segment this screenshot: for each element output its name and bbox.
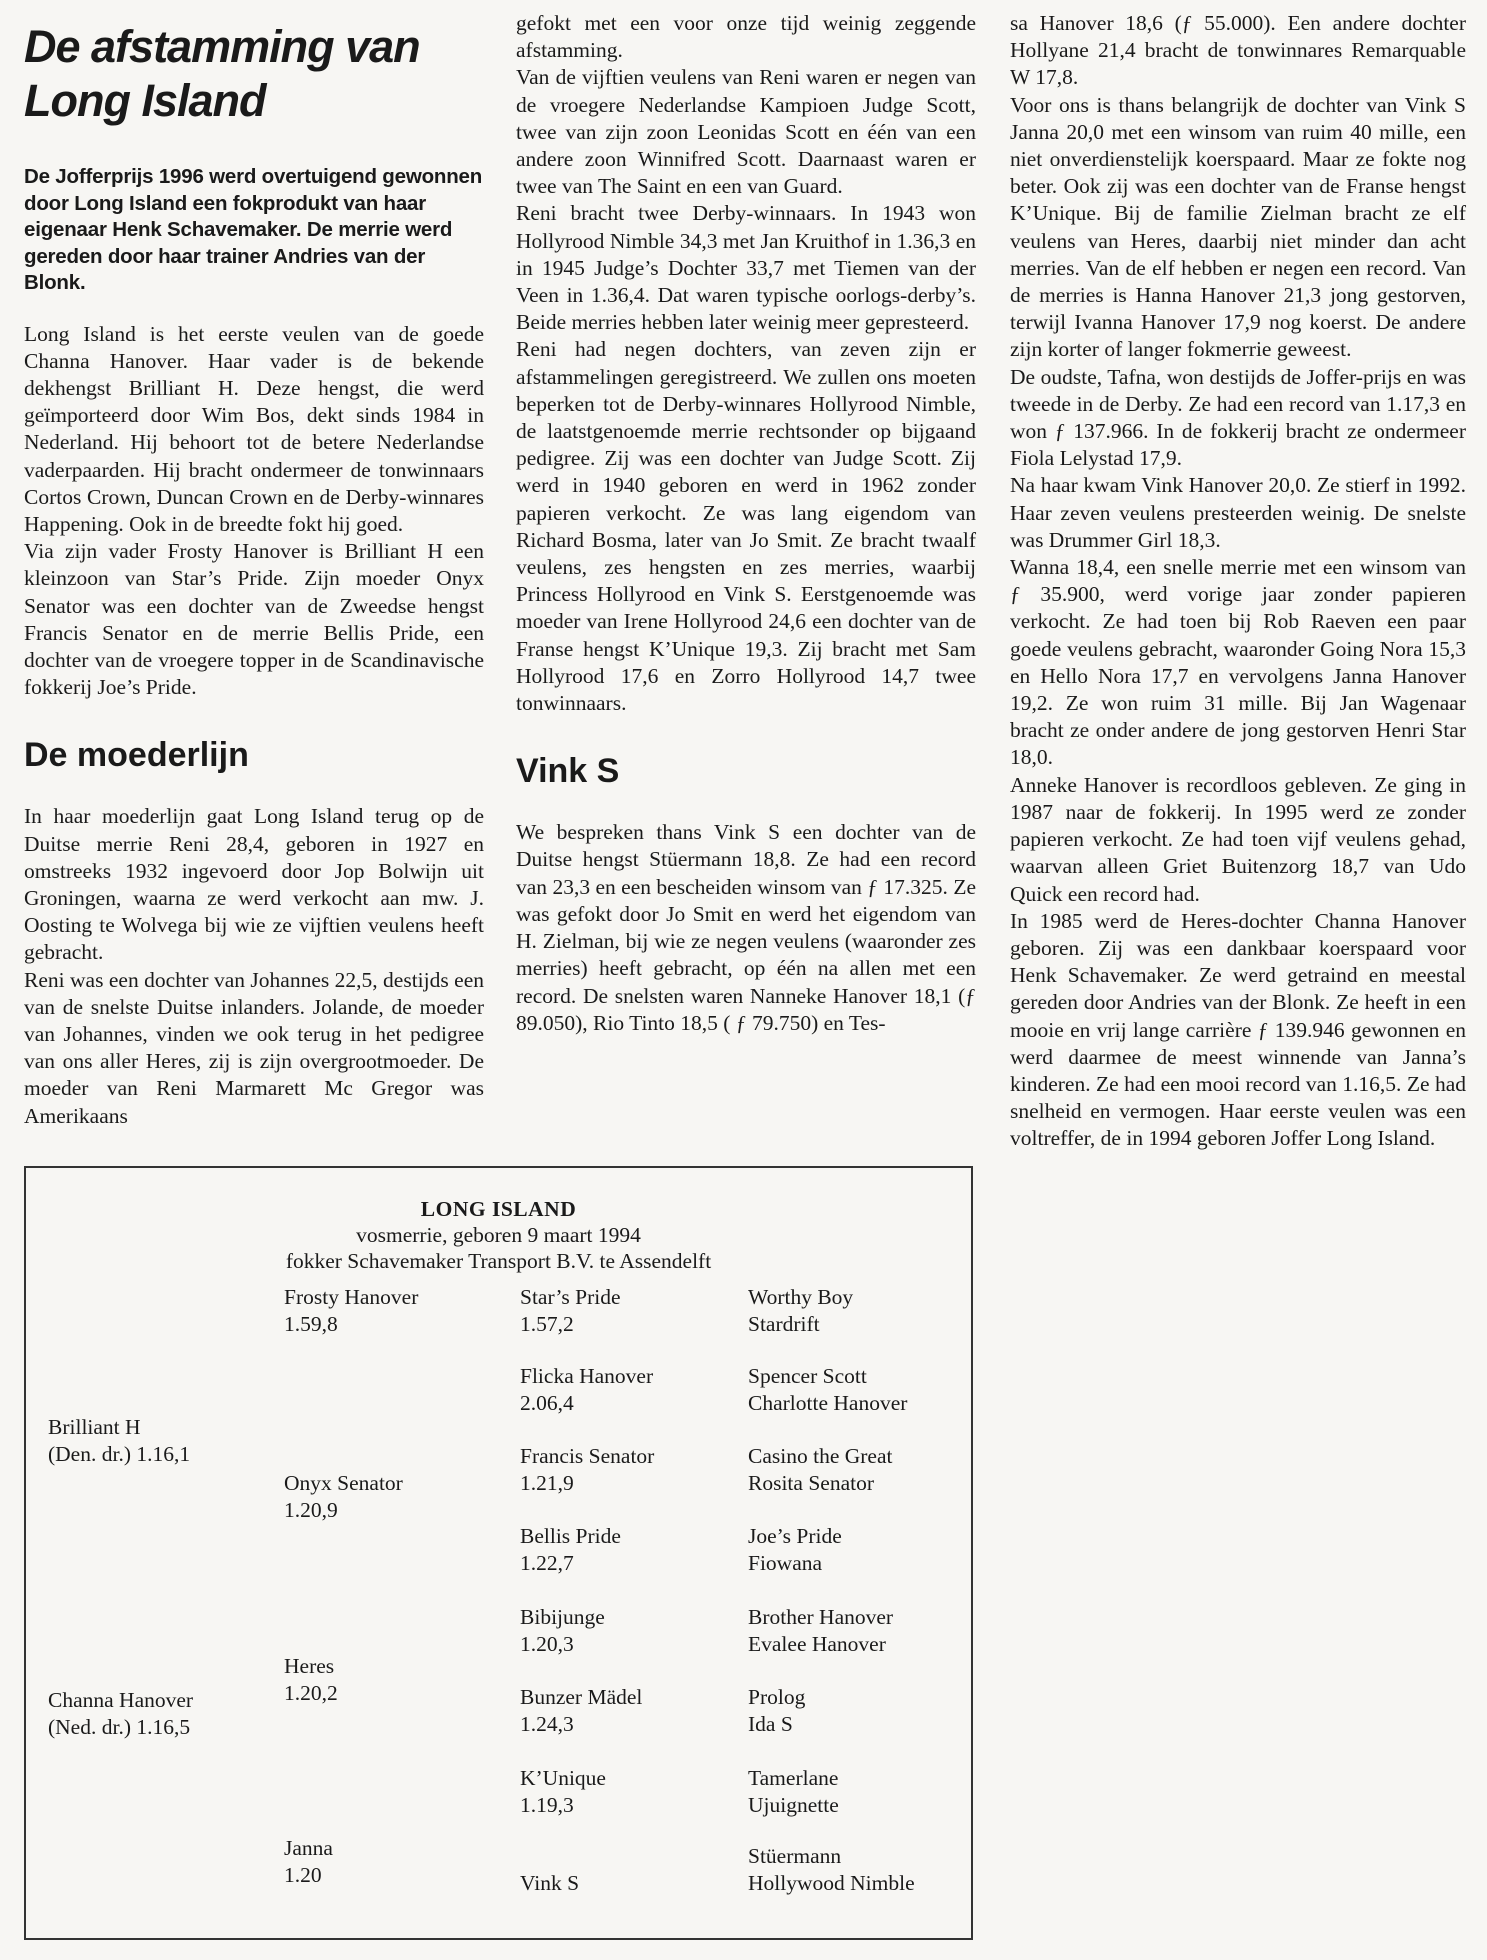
pedigree-gen4-entry (748, 1604, 893, 1658)
pedigree-gen4-entry (748, 1363, 907, 1417)
horse-name: Fiowana (748, 1551, 823, 1575)
paragraph: In haar moederlijn gaat Long Island terug op de Duitse merrie Reni 28,4, geboren in 1927 en omstreeks 1932 ingevoerd door Jop Bolwijn uit Groningen, waarna ze werd verkocht aan mw. J. Oosting te Wolvega bij wie ze vijftien veulens heeft gebracht. (24, 804, 484, 965)
pedigree-gen3-entry (520, 1443, 654, 1497)
horse-name: Charlotte Hanover (748, 1391, 908, 1415)
column-3 (1010, 0, 1466, 1153)
pedigree-gen3-entry (520, 1284, 621, 1338)
horse-info: 1.24,3 (520, 1712, 574, 1736)
horse-info: 1.20 (284, 1863, 322, 1887)
pedigree-gen3-entry (520, 1765, 606, 1819)
pedigree-gen4-entry (748, 1684, 805, 1738)
title-line-2: Long Island (24, 75, 266, 126)
horse-name: Ida S (748, 1712, 793, 1736)
horse-name: Flicka Hanover (520, 1364, 654, 1388)
horse-name: Ujuignette (748, 1793, 839, 1817)
article-lead: De Jofferprijs 1996 werd overtuigend gewonnen door Long Island een fokprodukt van haar eigenaar Henk Schavemaker. De merrie werd gereden door haar trainer Andries van der Blonk. (24, 165, 483, 294)
horse-name: Casino the Great (748, 1444, 893, 1468)
pedigree-breeder: fokker Schavemaker Transport B.V. te Assendelft (285, 1249, 712, 1273)
title-line-1: De afstamming van (24, 21, 420, 72)
pedigree-gen3-entry (520, 1870, 579, 1897)
horse-name: Prolog (748, 1685, 806, 1709)
subheading-moederlijn: De moederlijn (24, 736, 249, 775)
horse-name: Brilliant H (48, 1415, 141, 1439)
paragraph: We bespreken thans Vink S een dochter van de Duitse hengst Stüermann 18,8. Ze had een record van 23,3 en een bescheiden winsom van ƒ 17.325. Ze was gefokt door Jo Smit en werd het eigendom van H. Zielman, bij wie ze negen veulens (waaronder zes merries) heeft gebracht, op één na allen met een record. De snelsten waren Nanneke Hanover 18,1 (ƒ 89.050), Rio Tinto 18,5 ( ƒ 79.750) en Tes- (516, 820, 976, 1035)
paragraph: Van de vijftien veulens van Reni waren er negen van de vroegere Nederlandse Kampioen Judge Scott, twee van zijn zoon Leonidas Scott en één van een andere zoon Winnifred Scott. Daarnaast waren er twee van The Saint en een van Guard. (516, 65, 976, 199)
paragraph: Voor ons is thans belangrijk de dochter van Vink S Janna 20,0 met een winsom van ruim 40 mille, een niet onverdienstelijk koerspaard. Maar ze fokte nog beter. Ook zij was een dochter van de Franse hengst K’Unique. Bij de familie Zielman bracht ze elf veulens van Heres, daarbij niet minder dan acht merries. Van de elf hebben er negen een record. Van de merries is Hanna Hanover 21,3 jong gestorven, terwijl Ivanna Hanover 17,9 nog koerst. De andere zijn korter of langer fokmerrie geweest. (1010, 92, 1466, 362)
horse-name: Star’s Pride (520, 1285, 621, 1309)
horse-info: 1.20,2 (284, 1681, 338, 1705)
horse-name: Worthy Boy (748, 1285, 854, 1309)
subheading-vink-s: Vink S (516, 752, 620, 791)
horse-info: 1.57,2 (520, 1312, 574, 1336)
paragraph: Reni was een dochter van Johannes 22,5, destijds een van de snelste Duitse inlanders. Jolande, de moeder van Johannes, vinden we ook terug in het pedigree van ons aller Heres, zij is zijn overgrootmoeder. De moeder van Reni Marmarett Mc Gregor was Amerikaans (24, 967, 484, 1128)
horse-name: K’Unique (520, 1766, 606, 1790)
pedigree-gen4-entry (748, 1765, 839, 1819)
horse-name: Vink S (520, 1871, 580, 1895)
horse-name: Heres (284, 1654, 335, 1678)
pedigree-gen3-entry (520, 1363, 653, 1417)
horse-info: 1.20,9 (284, 1498, 338, 1522)
pedigree-gen4-entry (748, 1843, 915, 1897)
pedigree-sire (48, 1414, 190, 1468)
horse-info: 1.20,3 (520, 1632, 574, 1656)
horse-name: Bunzer Mädel (520, 1685, 643, 1709)
paragraph: Long Island is het eerste veulen van de goede Channa Hanover. Haar vader is de bekende dekhengst Brilliant H. Deze hengst, die werd geïmporteerd door Wim Bos, dekt sinds 1984 in Nederland. Hij behoort tot de betere Nederlandse vaderpaarden. Hij bracht ondermeer de tonwinnaars Cortos Crown, Duncan Crown en de Derby-winnares Happening. Ook in de breedte fokt hij goed. (24, 321, 484, 536)
paragraph: De oudste, Tafna, won destijds de Joffer-prijs en was tweede in de Derby. Ze had een record van 1.17,3 en won ƒ 137.966. In de fokkerij bracht ze ondermeer Fiola Lelystad 17,9. (1010, 364, 1466, 471)
horse-name: Stüermann (748, 1844, 842, 1868)
paragraph: Anneke Hanover is recordloos gebleven. Ze ging in 1987 naar de fokkerij. In 1995 werd ze zonder papieren verkocht. Ze had toen vijf veulens gehad, waarvan alleen Griet Buitenzorg 18,7 van Udo Quick een record had. (1010, 772, 1466, 906)
pedigree-subtitle: vosmerrie, geboren 9 maart 1994 (356, 1223, 641, 1247)
pedigree-title: LONG ISLAND (420, 1197, 577, 1221)
pedigree-gen2-entry (284, 1835, 333, 1889)
pedigree-gen4-entry (748, 1284, 853, 1338)
column-2 (516, 0, 976, 1037)
horse-name: Stardrift (748, 1312, 820, 1336)
paragraph: Na haar kwam Vink Hanover 20,0. Ze stierf in 1992. Haar zeven veulens presteerden weinig. De snelste was Drummer Girl 18,3. (1010, 473, 1466, 552)
horse-info: 2.06,4 (520, 1391, 574, 1415)
horse-name: Evalee Hanover (748, 1632, 886, 1656)
pedigree-gen4-entry (748, 1523, 842, 1577)
column-1 (24, 0, 484, 1130)
pedigree-gen4-entry (748, 1443, 893, 1497)
horse-name: Joe’s Pride (748, 1524, 842, 1548)
horse-name: Francis Senator (520, 1444, 655, 1468)
horse-name: Bibijunge (520, 1605, 605, 1629)
article-title (24, 20, 484, 128)
horse-info: 1.59,8 (284, 1312, 338, 1336)
horse-name: Rosita Senator (748, 1471, 874, 1495)
horse-name: Brother Hanover (748, 1605, 894, 1629)
horse-name: Frosty Hanover (284, 1285, 419, 1309)
pedigree-gen3-entry (520, 1684, 642, 1738)
pedigree-gen2-entry (284, 1653, 338, 1707)
pedigree-dam (48, 1687, 193, 1741)
paragraph: gefokt met een voor onze tijd weinig zeggende afstamming. (516, 11, 976, 63)
horse-name: Spencer Scott (748, 1364, 867, 1388)
paragraph: sa Hanover 18,6 (ƒ 55.000). Een andere dochter Hollyane 21,4 bracht de tonwinnares Remarquable W 17,8. (1010, 11, 1466, 90)
paragraph: Via zijn vader Frosty Hanover is Brilliant H een kleinzoon van Star’s Pride. Zijn moeder Onyx Senator was een dochter van de Zweedse hengst Francis Senator en de merrie Bellis Pride, een dochter van de vroegere topper in de Scandinavische fokkerij Joe’s Pride. (24, 539, 484, 700)
paragraph: Wanna 18,4, een snelle merrie met een winsom van ƒ 35.900, werd vorige jaar zonder papieren verkocht. Ze had toen bij Rob Raeven een paar goede veulens gebracht, waaronder Going Nora 15,3 en Hello Nora 17,7 en vervolgens Janna Hanover 19,2. Ze won ruim 31 mille. Bij Jan Wagenaar bracht ze onder andere de jong gestorven Henri Star 18,0. (1010, 555, 1466, 770)
pedigree-gen3-entry (520, 1604, 605, 1658)
horse-info: (Ned. dr.) 1.16,5 (48, 1715, 191, 1739)
paragraph: In 1985 werd de Heres-dochter Channa Hanover geboren. Zij was een dankbaar koerspaard voor Henk Schavemaker. Ze werd getraind en meestal gereden door Andries van der Blonk. Ze heeft in een mooie en vrij lange carrière ƒ 139.946 gewonnen en werd daarmee de meest winnende van Janna’s kinderen. Ze had een mooi record van 1.16,5. Ze had snelheid en vermogen. Haar eerste veulen was een voltreffer, de in 1994 geboren Joffer Long Island. (1010, 908, 1466, 1151)
pedigree-gen2-entry (284, 1470, 403, 1524)
horse-info: (Den. dr.) 1.16,1 (48, 1442, 191, 1466)
horse-info: 1.19,3 (520, 1793, 574, 1817)
horse-name: Tamerlane (748, 1766, 839, 1790)
horse-name: Janna (284, 1836, 333, 1860)
horse-name: Hollywood Nimble (748, 1871, 915, 1895)
horse-name: Bellis Pride (520, 1524, 621, 1548)
paragraph: Reni bracht twee Derby-winnaars. In 1943 won Hollyrood Nimble 34,3 met Jan Kruithof in 1.36,3 en in 1945 Judge’s Dochter 33,7 met Tiemen van der Veen in 1.36,4. Dat waren typische oorlogs-derby’s. Beide merries hebben later weinig meer gepresteerd. (516, 201, 976, 335)
horse-name: Onyx Senator (284, 1471, 403, 1495)
pedigree-box (24, 1166, 973, 1940)
horse-info: 1.22,7 (520, 1551, 574, 1575)
horse-name: Channa Hanover (48, 1688, 194, 1712)
paragraph: Reni had negen dochters, van zeven zijn er afstammelingen geregistreerd. We zullen ons moeten beperken tot de Derby-winnares Hollyrood Nimble, de laatstgenoemde merrie rechtsonder op bijgaand pedigree. Zij was een dochter van Judge Scott. Zij werd in 1940 geboren en werd in 1962 zonder papieren verkocht. Ze was lang eigendom van Richard Bosma, later van Jo Smit. Ze bracht twaalf veulens, zes hengsten en zes merries, waarbij Princess Hollyrood en Vink S. Eerstgenoemde was moeder van Irene Hollyrood 24,6 een dochter van de Franse hengst K’Unique 19,3. Zij bracht met Sam Hollyrood 17,6 en Zorro Hollyrood 14,7 twee tonwinnaars. (516, 337, 976, 716)
pedigree-header (26, 1196, 971, 1274)
horse-info: 1.21,9 (520, 1471, 574, 1495)
pedigree-gen2-entry (284, 1284, 418, 1338)
pedigree-gen3-entry (520, 1523, 621, 1577)
